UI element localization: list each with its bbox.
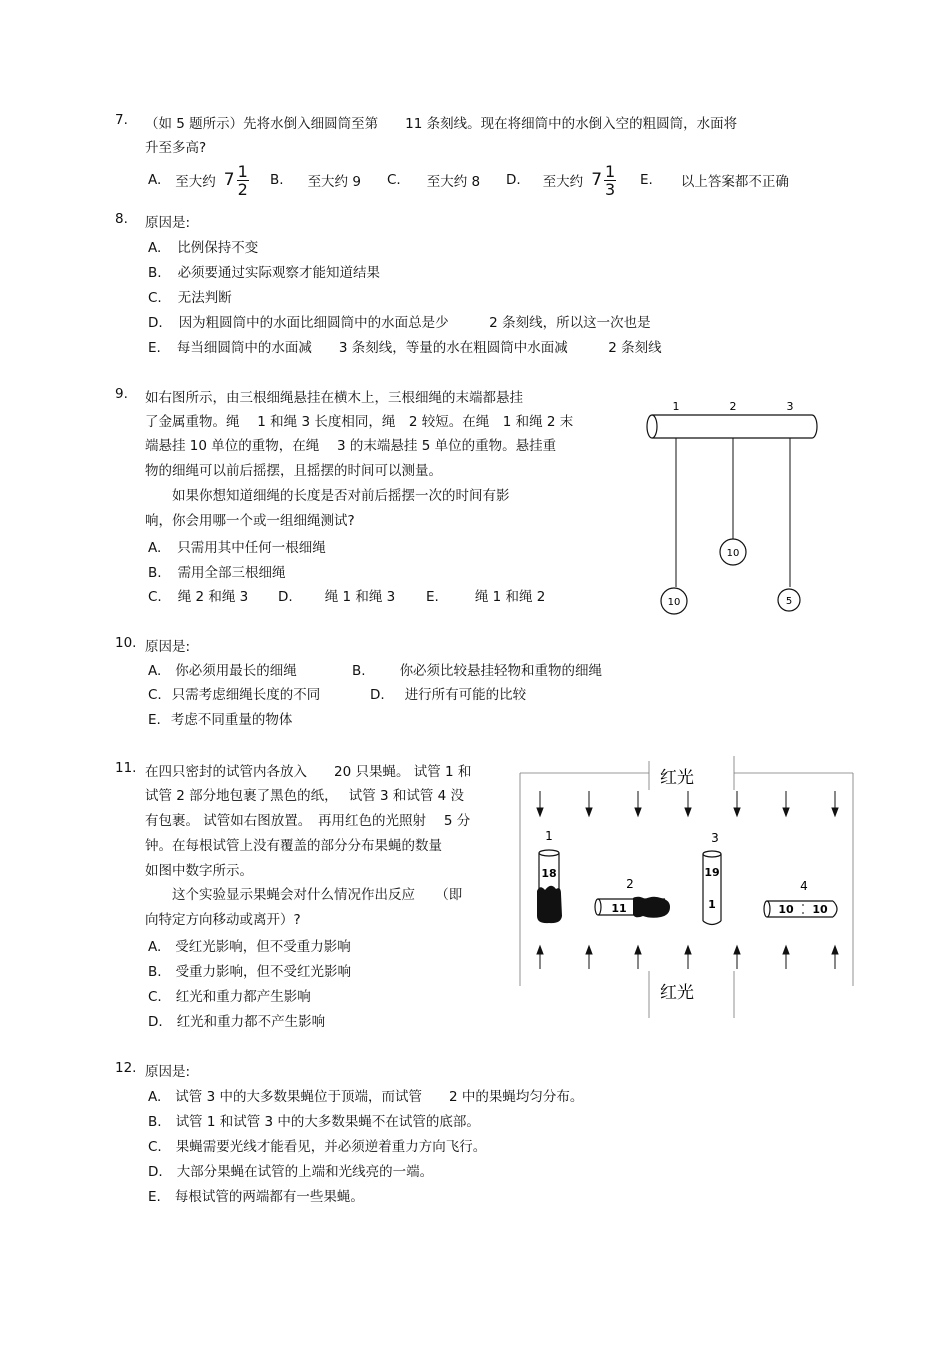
fraction-whole: 7	[591, 170, 603, 190]
option-text: 考虑不同重量的物体	[170, 712, 293, 728]
question-stem-line: （如 5 题所示）先将水倒入细圆筒至第 11 条刻线。现在将细筒中的水倒入空的粗圆筒，水面将	[145, 116, 738, 132]
fraction-denominator: 3	[605, 179, 616, 199]
fraction-whole: 7	[223, 170, 235, 190]
option-text: 必须要通过实际观察才能知道结果	[177, 265, 381, 281]
rope-label-3: 3	[786, 400, 794, 413]
fraction	[604, 163, 616, 198]
question-number: 9.	[115, 386, 128, 402]
option-letter: C.	[148, 290, 162, 306]
red-light-label-bottom: 红光	[660, 983, 694, 1003]
option-letter: C.	[387, 172, 401, 188]
option-text: 以上答案都不正确	[680, 174, 789, 190]
up-arrows	[537, 946, 838, 969]
option-letter: D.	[148, 315, 163, 331]
option-letter: C.	[148, 687, 162, 703]
option-a[interactable]	[148, 158, 249, 202]
tube-1	[537, 850, 562, 923]
option-c[interactable]	[387, 158, 480, 202]
option-letter: B.	[148, 565, 162, 581]
rope-label-2: 2	[729, 400, 737, 413]
option-c[interactable]	[148, 985, 311, 1005]
pendulum-figure	[640, 395, 830, 620]
option-letter: A.	[148, 540, 162, 556]
weight-label: 10	[667, 597, 681, 608]
tube-label-3: 3	[711, 831, 719, 845]
tube-1-count: 18	[541, 867, 557, 880]
option-letter: A.	[148, 240, 162, 256]
option-text: 红光和重力都产生影响	[175, 989, 311, 1005]
option-text: 无法判断	[177, 290, 232, 306]
option-letter: D.	[148, 1014, 163, 1030]
tube-label-4: 4	[800, 879, 808, 893]
red-light-label-top: 红光	[660, 768, 694, 788]
option-text: 你必须用最长的细绳	[175, 663, 297, 679]
question-number: 8.	[115, 211, 128, 227]
option-letter: E.	[148, 1189, 161, 1205]
option-a[interactable]	[148, 935, 351, 955]
tube-3	[703, 851, 721, 925]
fraction-numerator: 1	[605, 161, 616, 181]
option-text: 你必须比较悬挂轻物和重物的细绳	[399, 663, 603, 679]
option-b[interactable]	[148, 261, 380, 281]
option-letter: B.	[270, 172, 284, 188]
weight-label: 5	[785, 596, 793, 607]
question-stem-line: 有包裹。 试管如右图放置。 再用红色的光照射 5 分	[145, 813, 471, 829]
option-d[interactable]	[148, 1160, 433, 1180]
option-text: 试管 1 和试管 3 中的大多数果蝇不在试管的底部。	[175, 1114, 480, 1130]
option-text: 红光和重力都不产生影响	[176, 1014, 326, 1030]
option-d[interactable]	[148, 1010, 325, 1030]
tube-2-count: 11	[611, 902, 627, 915]
question-stem: 原因是:	[145, 639, 191, 655]
option-letter: D.	[506, 172, 521, 188]
option-c[interactable]	[148, 1135, 486, 1155]
option-e[interactable]	[148, 1185, 364, 1205]
fraction	[237, 163, 249, 198]
option-letter: C.	[148, 989, 162, 1005]
option-text: 每当细圆筒中的水面减 3 条刻线，等量的水在粗圆筒中水面减 2 条刻线	[176, 340, 662, 356]
option-a[interactable]	[148, 236, 258, 256]
option-a[interactable]	[148, 1085, 583, 1105]
option-text: 受红光影响，但不受重力影响	[175, 939, 351, 955]
option-a[interactable]	[148, 536, 326, 556]
option-d[interactable]	[370, 683, 526, 703]
option-text: 试管 3 中的大多数果蝇位于顶端，而试管 2 中的果蝇均匀分布。	[175, 1089, 584, 1105]
tube-4	[764, 901, 837, 917]
tube-label-1: 1	[545, 829, 553, 843]
question-stem: 原因是:	[145, 1064, 191, 1080]
option-text: 绳 1 和绳 3	[324, 589, 396, 605]
question-stem-line: 升至多高?	[145, 140, 207, 156]
option-text: 进行所有可能的比较	[404, 687, 527, 703]
option-e[interactable]	[148, 336, 662, 356]
tube-4-right-count: 10	[812, 903, 828, 916]
option-text: 每根试管的两端都有一些果蝇。	[174, 1189, 364, 1205]
question-number: 7.	[115, 112, 128, 128]
option-letter: E.	[148, 712, 161, 728]
option-e[interactable]	[426, 585, 545, 605]
option-d[interactable]	[278, 585, 395, 605]
option-letter: D.	[370, 687, 385, 703]
option-a[interactable]	[148, 659, 297, 679]
option-text: 至大约	[175, 174, 216, 190]
option-c[interactable]	[148, 585, 248, 605]
option-text: 比例保持不变	[177, 240, 259, 256]
tube-label-2: 2	[626, 877, 634, 891]
option-letter: B.	[148, 1114, 162, 1130]
option-b[interactable]	[148, 960, 351, 980]
option-text: 大部分果蝇在试管的上端和光线亮的一端。	[176, 1164, 434, 1180]
option-letter: A.	[148, 172, 162, 188]
option-text: 至大约 8	[426, 174, 481, 190]
tube-4-left-count: 10	[778, 903, 794, 916]
question-stem-line: 在四只密封的试管内各放入 20 只果蝇。 试管 1 和	[145, 764, 472, 780]
option-letter: C.	[148, 589, 162, 605]
option-e[interactable]	[640, 158, 789, 202]
fraction-numerator: 1	[237, 161, 248, 181]
option-letter: A.	[148, 663, 162, 679]
option-c[interactable]	[148, 683, 320, 703]
option-letter: C.	[148, 1139, 162, 1155]
rope-label-1: 1	[672, 400, 680, 413]
option-text: 至大约	[542, 174, 584, 190]
option-text: 只需考虑细绳长度的不同	[171, 687, 321, 703]
weight-label: 10	[726, 548, 740, 559]
option-text: 果蝇需要光线才能看见，并必须逆着重力方向飞行。	[175, 1139, 487, 1155]
option-letter: E.	[640, 172, 653, 188]
fruit-fly-figure	[515, 756, 857, 1020]
option-text: 因为粗圆筒中的水面比细圆筒中的水面总是少 2 条刻线，所以这一次也是	[178, 315, 651, 331]
option-text: 需用全部三根细绳	[177, 565, 286, 581]
question-number: 11.	[115, 760, 137, 776]
question-stem-line: 了金属重物。绳 1 和绳 3 长度相同，绳 2 较短。在绳 1 和绳 2 末	[145, 414, 574, 430]
fraction-denominator: 2	[237, 179, 248, 199]
question-stem-line: 试管 2 部分地包裹了黑色的纸， 试管 3 和试管 4 没	[145, 788, 465, 804]
option-letter: B.	[352, 663, 366, 679]
option-c[interactable]	[148, 286, 232, 306]
question-stem-line: 钟。在每根试管上没有覆盖的部分分布果蝇的数量	[145, 838, 442, 854]
option-letter: D.	[148, 1164, 163, 1180]
option-d[interactable]	[148, 311, 651, 331]
question-number: 10.	[115, 635, 137, 651]
option-letter: A.	[148, 1089, 162, 1105]
option-letter: B.	[148, 265, 162, 281]
option-text: 只需用其中任何一根细绳	[177, 540, 326, 556]
question-stem-line: 如果你想知道细绳的长度是否对前后摇摆一次的时间有影	[145, 488, 510, 504]
option-letter: E.	[426, 589, 439, 605]
question-stem: 原因是:	[145, 215, 191, 231]
option-b[interactable]	[270, 158, 361, 202]
question-stem-line: 响，你会用哪一个或一组细绳测试?	[145, 513, 355, 529]
question-stem-line: 这个实验显示果蝇会对什么情况作出反应 （即	[145, 887, 463, 903]
option-letter: A.	[148, 939, 162, 955]
tube-3-bottom-count: 1	[708, 898, 716, 911]
option-b[interactable]	[148, 1110, 480, 1130]
option-b[interactable]	[148, 561, 286, 581]
option-letter: E.	[148, 340, 161, 356]
option-b[interactable]	[352, 659, 602, 679]
crossbar	[647, 415, 817, 438]
question-stem-line: 物的细绳可以前后摇摆，且摇摆的时间可以测量。	[145, 463, 442, 479]
option-text: 至大约 9	[307, 174, 361, 190]
question-stem-line: 端悬挂 10 单位的重物，在绳 3 的末端悬挂 5 单位的重物。悬挂重	[145, 438, 557, 454]
option-letter: B.	[148, 964, 162, 980]
tube-3-top-count: 19	[704, 866, 720, 879]
question-number: 12.	[115, 1060, 137, 1076]
option-d[interactable]	[506, 158, 616, 202]
option-text: 受重力影响，但不受红光影响	[175, 964, 352, 980]
tube-2	[595, 897, 670, 918]
down-arrows	[537, 791, 838, 816]
option-e[interactable]	[148, 708, 292, 728]
question-stem-line: 如图中数字所示。	[145, 863, 253, 879]
option-letter: D.	[278, 589, 293, 605]
option-text: 绳 2 和绳 3	[177, 589, 249, 605]
question-stem-line: 向特定方向移动或离开）?	[145, 912, 301, 928]
question-stem-line: 如右图所示，由三根细绳悬挂在横木上，三根细绳的末端都悬挂	[145, 390, 523, 406]
option-text: 绳 1 和绳 2	[474, 589, 546, 605]
